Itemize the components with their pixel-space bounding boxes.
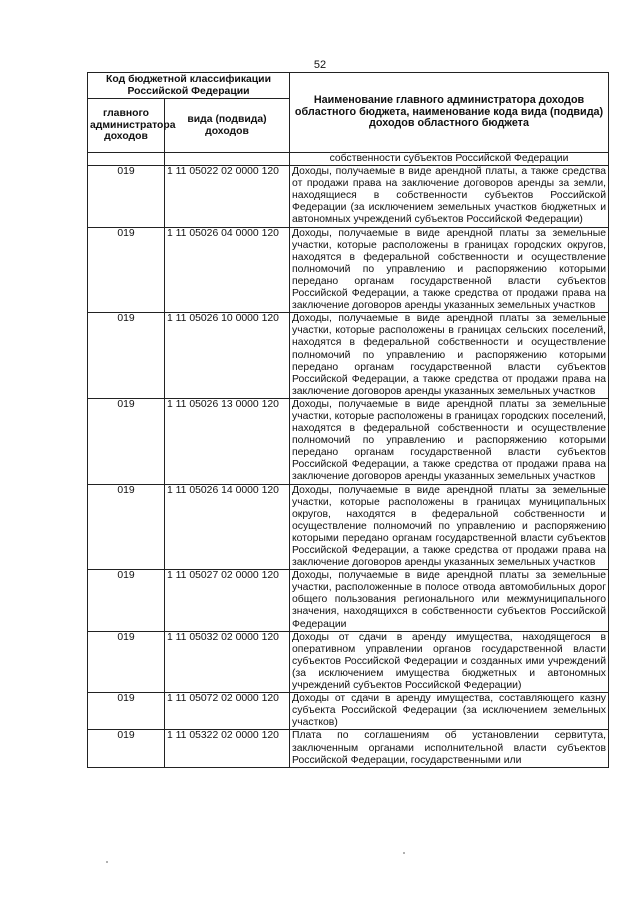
table-row — [88, 166, 609, 227]
revenue-code-cell: 1 11 05032 02 0000 120 — [165, 631, 290, 692]
header-group-title: Код бюджетной классификации Российской Федерации — [88, 73, 290, 99]
description-cell: Доходы, получаемые в виде арендной платы за земельные участки, расположенные в полосе отвода автомобильных дорог общего пользования регионального или межмуниципального значения, находящихся в собственности субъектов Российской Федерации — [290, 570, 609, 631]
table-row — [88, 398, 609, 484]
description-cell: Доходы, получаемые в виде арендной платы за земельные участки, которые расположены в границах городских поселений, находятся в федеральной собственности и осуществление полномочий по управлению и распоряжению которыми передано органам государственной власти субъектов Российской Федерации, а также средства от продажи права на заключение договоров аренды указанных земельных участков — [290, 398, 609, 484]
table-row — [88, 693, 609, 730]
revenue-code-cell: 1 11 05027 02 0000 120 — [165, 570, 290, 631]
revenue-code-cell: 1 11 05026 04 0000 120 — [165, 227, 290, 313]
table-row — [88, 227, 609, 313]
continuation-text: собственности субъектов Российской Федерации — [290, 153, 609, 166]
description-cell: Доходы, получаемые в виде арендной платы за земельные участки, которые расположены в границах муниципальных округов, находятся в федеральной собственности и осуществление полномочий по управлению и распоряжению которыми передано органам государственной власти субъектов Российской Федерации, а также средства от продажи права на заключение договоров аренды указанных земельных участков — [290, 484, 609, 570]
table-row — [88, 313, 609, 399]
revenue-code-cell: 1 11 05026 13 0000 120 — [165, 398, 290, 484]
description-cell: Доходы, получаемые в виде арендной платы, а также средства от продажи права на заключение договоров аренды за земли, находящиеся в собственности субъектов Российской Федерации (за исключением земельных участков бюджетных и автономных учреждений субъектов Российской Федерации) — [290, 166, 609, 227]
header-code-column: вида (подвида) доходов — [165, 99, 290, 153]
admin-code-cell: 019 — [88, 398, 165, 484]
revenue-code-cell: 1 11 05322 02 0000 120 — [165, 730, 290, 767]
description-cell: Доходы, получаемые в виде арендной платы за земельные участки, которые расположены в границах городских округов, находятся в федеральной собственности и осуществление полномочий по управлению и распоряжению которыми передано органам государственной власти субъектов Российской Федерации, а также средства от продажи права на заключение договоров аренды указанных земельных участков — [290, 227, 609, 313]
admin-code-cell: 019 — [88, 730, 165, 767]
table-row — [88, 570, 609, 631]
admin-code-cell: 019 — [88, 227, 165, 313]
revenue-code-cell: 1 11 05026 10 0000 120 — [165, 313, 290, 399]
revenue-code-cell: 1 11 05026 14 0000 120 — [165, 484, 290, 570]
table-row — [88, 484, 609, 570]
revenue-code-cell: 1 11 05022 02 0000 120 — [165, 166, 290, 227]
description-cell: Плата по соглашениям об установлении сервитута, заключенным органами исполнительной власти субъектов Российской Федерации, государственными или — [290, 730, 609, 767]
admin-code-cell: 019 — [88, 693, 165, 730]
continuation-row — [88, 153, 609, 166]
page-number: 52 — [313, 59, 327, 71]
admin-code-cell: 019 — [88, 631, 165, 692]
admin-code-cell: 019 — [88, 313, 165, 399]
admin-code-cell: 019 — [88, 570, 165, 631]
scan-speck — [106, 861, 108, 863]
table-row — [88, 631, 609, 692]
table-row — [88, 730, 609, 767]
description-cell: Доходы, получаемые в виде арендной платы за земельные участки, которые расположены в границах сельских поселений, находятся в федеральной собственности и осуществление полномочий по управлению и распоряжению которыми передано органам государственной власти субъектов Российской Федерации, а также средства от продажи права на заключение договоров аренды указанных земельных участков — [290, 313, 609, 399]
scan-speck — [403, 852, 405, 854]
description-cell: Доходы от сдачи в аренду имущества, находящегося в оперативном управлении органов государственной власти субъектов Российской Федерации и созданных ими учреждений (за исключением имущества бюджетных и автономных учреждений субъектов Российской Федерации) — [290, 631, 609, 692]
description-cell: Доходы от сдачи в аренду имущества, составляющего казну субъекта Российской Федерации (за исключением земельных участков) — [290, 693, 609, 730]
admin-code-cell: 019 — [88, 484, 165, 570]
table-body — [88, 153, 609, 768]
budget-classification-table — [87, 72, 609, 768]
header-name-column: Наименование главного администратора доходов областного бюджета, наименование кода вида (подвида) доходов областного бюджета — [290, 73, 609, 153]
header-admin-column: главного администратора доходов — [88, 99, 165, 153]
revenue-code-cell: 1 11 05072 02 0000 120 — [165, 693, 290, 730]
admin-code-cell: 019 — [88, 166, 165, 227]
